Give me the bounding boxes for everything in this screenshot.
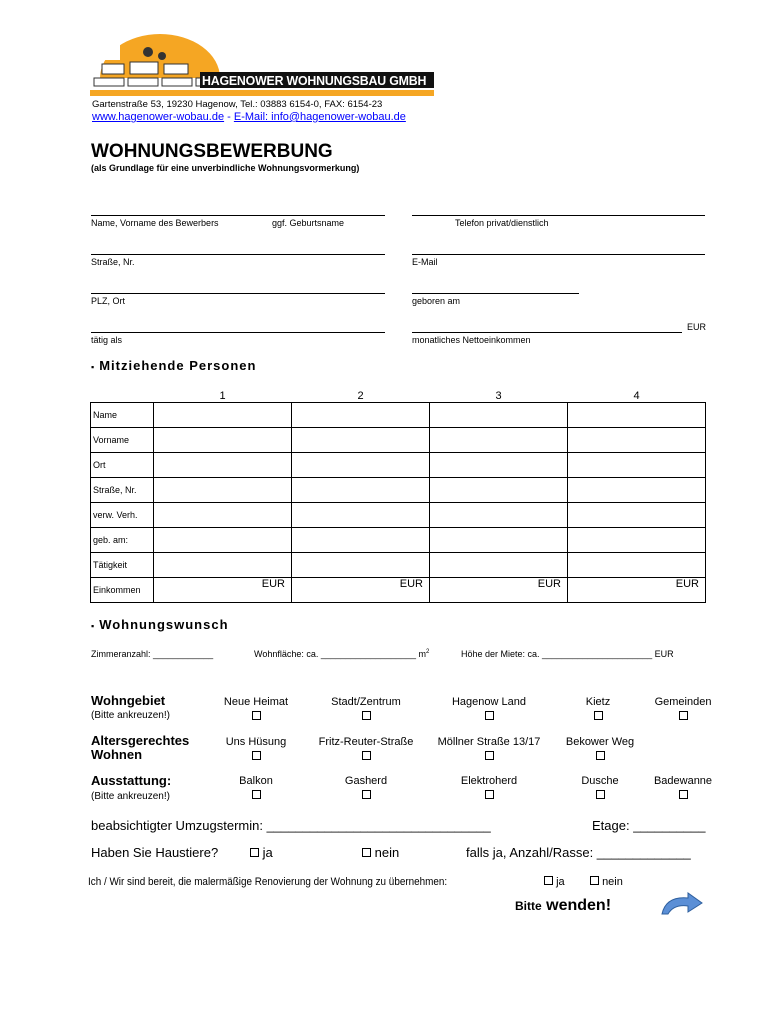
table-cell[interactable] (154, 453, 292, 478)
born-label: geboren am (412, 296, 461, 306)
form-subtitle: (als Grundlage für eine unverbindliche Wohnungsvormerkung) (91, 163, 360, 173)
area-field[interactable] (254, 649, 429, 659)
table-cell[interactable] (430, 428, 568, 453)
option-label: Elektroherd (460, 775, 518, 787)
table-cell[interactable] (568, 553, 706, 578)
table-cell[interactable] (292, 528, 430, 553)
company-address: Gartenstraße 53, 19230 Hagenow, Tel.: 03883 6154-0, FAX: 6154-23 (92, 99, 383, 110)
option-fritz-reuter-strasse[interactable] (306, 736, 426, 763)
option-label: Dusche (581, 775, 619, 787)
street-label: Straße, Nr. (91, 257, 135, 267)
option-label: Hagenow Land (451, 696, 526, 708)
table-cell[interactable] (568, 428, 706, 453)
area-block-label: Wohngebiet (91, 693, 166, 708)
pets-yes-option[interactable] (250, 845, 273, 860)
table-row (91, 503, 706, 528)
pets-no-option[interactable] (362, 845, 399, 860)
table-cell[interactable] (292, 428, 430, 453)
option-label: Bekower Weg (565, 736, 635, 748)
option-label: Balkon (239, 775, 273, 787)
equipment-block-label: Ausstattung: (91, 773, 172, 788)
option-kietz[interactable] (568, 696, 628, 723)
table-cell[interactable] (568, 478, 706, 503)
table-cell[interactable] (154, 503, 292, 528)
born-field[interactable] (412, 293, 579, 294)
checkbox[interactable] (485, 751, 494, 760)
option-balkon[interactable] (206, 775, 306, 802)
option-neue-heimat[interactable] (206, 696, 306, 723)
option-gasherd[interactable] (316, 775, 416, 802)
senior-label-line2: Wohnen (91, 747, 143, 762)
pets-count-field[interactable]: falls ja, Anzahl/Rasse: _____________ (466, 845, 691, 860)
pets-question: Haben Sie Haustiere? (91, 845, 219, 860)
job-label: tätig als (91, 335, 123, 345)
table-row (91, 428, 706, 453)
table-cell[interactable] (292, 478, 430, 503)
checkbox[interactable] (362, 790, 371, 799)
checkbox[interactable] (362, 711, 371, 720)
col-header-1: 1 (154, 390, 292, 403)
table-cell[interactable] (154, 553, 292, 578)
table-cell[interactable] (154, 478, 292, 503)
rent-field[interactable]: Höhe der Miete: ca. ______________________ EUR (461, 649, 674, 659)
phone-field[interactable] (412, 215, 705, 216)
form-title: WOHNUNGSBEWERBUNG (91, 141, 333, 162)
persons-heading (91, 358, 256, 373)
senior-block-label (91, 734, 189, 762)
persons-table (90, 390, 706, 603)
table-cell[interactable] (292, 403, 430, 428)
checkbox[interactable] (590, 876, 599, 885)
option-label: Badewanne (653, 775, 713, 787)
checkbox[interactable] (485, 711, 494, 720)
col-header-3: 3 (430, 390, 568, 403)
table-cell[interactable] (430, 453, 568, 478)
moving-date-field[interactable]: beabsichtigter Umzugstermin: _______________________________ (91, 818, 491, 833)
option-stadt-zentrum[interactable] (316, 696, 416, 723)
option-hagenow-land[interactable] (439, 696, 539, 723)
email-label: E-Mail (412, 257, 438, 267)
option-badewanne[interactable] (646, 775, 720, 802)
table-cell[interactable] (568, 403, 706, 428)
col-header-4: 4 (568, 390, 706, 403)
table-cell[interactable] (430, 478, 568, 503)
option-label: Gemeinden (654, 696, 712, 708)
turn-arrow-icon (660, 892, 704, 916)
table-row (91, 528, 706, 553)
pets-no-label: nein (374, 845, 400, 860)
floor-field[interactable]: Etage: __________ (592, 818, 706, 833)
income-field[interactable] (412, 332, 682, 333)
row-label: geb. am: (91, 528, 154, 553)
checkbox[interactable] (679, 711, 688, 720)
row-label: Einkommen (91, 578, 154, 603)
row-label: verw. Verh. (91, 503, 154, 528)
option-label: Gasherd (344, 775, 388, 787)
persons-heading-text: Mitziehende Personen (99, 358, 257, 373)
option-label: Stadt/Zentrum (331, 696, 401, 708)
option-label: Möllner Straße 13/17 (437, 736, 541, 748)
renovation-statement: Ich / Wir sind bereit, die malermäßige Renovierung der Wohnung zu übernehmen: (88, 876, 448, 888)
table-row (91, 453, 706, 478)
area-block-hint: (Bitte ankreuzen!) (91, 710, 170, 721)
link-separator: - (224, 111, 234, 123)
logo-text: HAGENOWER WOHNUNGSBAU GMBH (202, 73, 427, 88)
renovation-no-option[interactable] (590, 876, 623, 888)
option-elektroherd[interactable] (439, 775, 539, 802)
table-cell[interactable] (430, 528, 568, 553)
table-cell[interactable] (292, 453, 430, 478)
income-cell-4[interactable]: EUR (568, 578, 706, 603)
option-moellner-strasse[interactable] (429, 736, 549, 763)
option-uns-huesung[interactable] (206, 736, 306, 763)
checkbox[interactable] (252, 751, 261, 760)
website-link[interactable]: www.hagenower-wobau.de (92, 111, 225, 123)
senior-label-line1: Altersgerechtes (91, 733, 190, 748)
row-label: Name (91, 403, 154, 428)
checkbox[interactable] (362, 848, 371, 857)
logo-graphic (90, 34, 434, 98)
wish-heading-text: Wohnungswunsch (99, 617, 229, 632)
email-field[interactable] (412, 254, 705, 255)
email-link[interactable]: E-Mail: info@hagenower-wobau.de (233, 111, 406, 123)
checkbox[interactable] (596, 751, 605, 760)
renovation-yes-label: ja (556, 876, 565, 888)
option-gemeinden[interactable] (648, 696, 718, 723)
table-row (91, 478, 706, 503)
turn-page-note (515, 897, 611, 915)
option-label: Uns Hüsung (225, 736, 287, 748)
city-label: PLZ, Ort (91, 296, 126, 306)
row-label: Ort (91, 453, 154, 478)
bullet-icon: ▪ (91, 362, 96, 372)
please-text: Bitte (515, 899, 542, 913)
birthname-label: ggf. Geburtsname (272, 218, 345, 228)
income-cell-3[interactable]: EUR (430, 578, 568, 603)
area-text: Wohnfläche: ca. ___________________ m (254, 649, 426, 659)
table-cell[interactable] (568, 528, 706, 553)
table-cell[interactable] (292, 503, 430, 528)
row-label: Tätigkeit (91, 553, 154, 578)
job-field[interactable] (91, 332, 385, 333)
table-cell[interactable] (154, 528, 292, 553)
income-cell-1[interactable]: EUR (154, 578, 292, 603)
table-row (91, 403, 706, 428)
checkbox[interactable] (252, 790, 261, 799)
company-links (92, 111, 406, 123)
pets-yes-label: ja (262, 845, 273, 860)
option-label: Kietz (585, 696, 611, 708)
income-label: monatliches Nettoeinkommen (412, 335, 531, 345)
renovation-no-label: nein (602, 876, 623, 888)
option-label: Fritz-Reuter-Straße (318, 736, 414, 748)
rooms-field[interactable]: Zimmeranzahl: ____________ (91, 649, 214, 659)
turn-text: wenden! (546, 897, 612, 914)
table-cell[interactable] (292, 553, 430, 578)
checkbox[interactable] (544, 876, 553, 885)
equipment-block-hint: (Bitte ankreuzen!) (91, 791, 170, 802)
checkbox[interactable] (250, 848, 259, 857)
name-field[interactable] (91, 215, 385, 216)
checkbox[interactable] (485, 790, 494, 799)
col-header-2: 2 (292, 390, 430, 403)
checkbox[interactable] (252, 711, 261, 720)
table-cell[interactable] (568, 453, 706, 478)
option-bekower-weg[interactable] (553, 736, 647, 763)
table-cell[interactable] (154, 403, 292, 428)
table-row (91, 553, 706, 578)
checkbox[interactable] (362, 751, 371, 760)
company-logo (90, 34, 434, 98)
table-row (91, 578, 706, 603)
table-cell[interactable] (430, 553, 568, 578)
checkbox[interactable] (679, 790, 688, 799)
income-currency: EUR (687, 322, 707, 332)
option-label: Neue Heimat (223, 696, 289, 708)
row-label: Straße, Nr. (91, 478, 154, 503)
corner-cell (91, 390, 154, 403)
renovation-yes-option[interactable] (544, 876, 565, 888)
phone-label: Telefon privat/dienstlich (455, 218, 549, 228)
option-dusche[interactable] (568, 775, 632, 802)
table-cell[interactable] (430, 403, 568, 428)
row-label: Vorname (91, 428, 154, 453)
income-cell-2[interactable]: EUR (292, 578, 430, 603)
table-cell[interactable] (568, 503, 706, 528)
table-cell[interactable] (430, 503, 568, 528)
street-field[interactable] (91, 254, 385, 255)
checkbox[interactable] (596, 790, 605, 799)
table-cell[interactable] (154, 428, 292, 453)
name-label: Name, Vorname des Bewerbers (91, 218, 219, 228)
bullet-icon: ▪ (91, 621, 96, 631)
area-unit-sup: 2 (425, 649, 430, 655)
wish-heading (91, 617, 229, 632)
checkbox[interactable] (594, 711, 603, 720)
city-field[interactable] (91, 293, 385, 294)
